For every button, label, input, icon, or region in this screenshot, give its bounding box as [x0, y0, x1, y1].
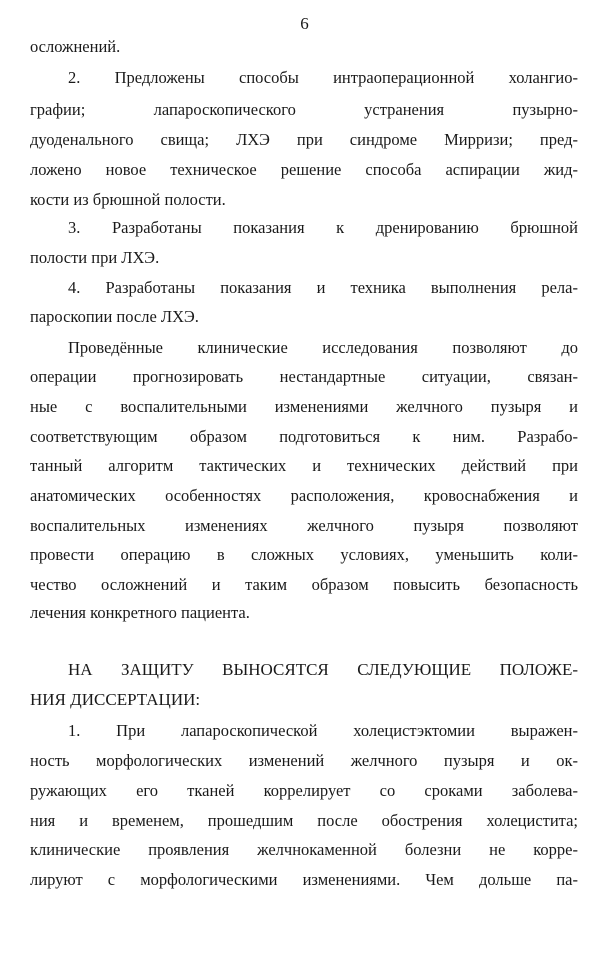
text-line: танный алгоритм тактических и технических действий при: [30, 456, 578, 475]
text-line: осложнений.: [30, 37, 121, 56]
text-line: анатомических особенностях расположения, кровоснабжения и: [30, 486, 578, 505]
text-line: кости из брюшной полости.: [30, 190, 226, 209]
text-line: клинические проявления желчнокаменной болезни не корре-: [30, 840, 578, 859]
text-line: графии; лапароскопического устранения пузырно-: [30, 100, 578, 119]
text-line: дуоденального свища; ЛХЭ при синдроме Мирризи; пред-: [30, 130, 578, 149]
text-line: воспалительных изменениях желчного пузыря позволяют: [30, 516, 578, 535]
text-line: 2. Предложены способы интраоперационной холангио-: [68, 68, 578, 87]
text-line: 1. При лапароскопической холецистэктомии выражен-: [68, 721, 578, 740]
text-line: 3. Разработаны показания к дренированию брюшной: [68, 218, 578, 237]
text-line: ложено новое техническое решение способа аспирации жид-: [30, 160, 578, 179]
text-line: 4. Разработаны показания и техника выполнения рела-: [68, 278, 578, 297]
section-heading-continuation: НИЯ ДИССЕРТАЦИИ:: [30, 690, 201, 709]
text-line: пароскопии после ЛХЭ.: [30, 307, 199, 326]
section-heading: НА ЗАЩИТУ ВЫНОСЯТСЯ СЛЕДУЮЩИЕ ПОЛОЖЕ-: [68, 660, 578, 679]
text-line: операции прогнозировать нестандартные ситуации, связан-: [30, 367, 578, 386]
text-line: ния и временем, прошедшим после обострения холецистита;: [30, 811, 578, 830]
text-line: ружающих его тканей коррелирует со сроками заболева-: [30, 781, 578, 800]
text-line: ные с воспалительными изменениями желчного пузыря и: [30, 397, 578, 416]
text-line: чество осложнений и таким образом повысить безопасность: [30, 575, 578, 594]
text-line: провести операцию в сложных условиях, уменьшить коли-: [30, 545, 578, 564]
text-line: соответствующим образом подготовиться к ним. Разрабо-: [30, 427, 578, 446]
page-number: 6: [300, 14, 309, 33]
text-line: ность морфологических изменений желчного пузыря и ок-: [30, 751, 578, 770]
text-line: лечения конкретного пациента.: [30, 603, 250, 622]
text-line: Проведённые клинические исследования позволяют до: [68, 338, 578, 357]
text-line: полости при ЛХЭ.: [30, 248, 160, 267]
text-line: лируют с морфологическими изменениями. Чем дольше па-: [30, 870, 578, 889]
